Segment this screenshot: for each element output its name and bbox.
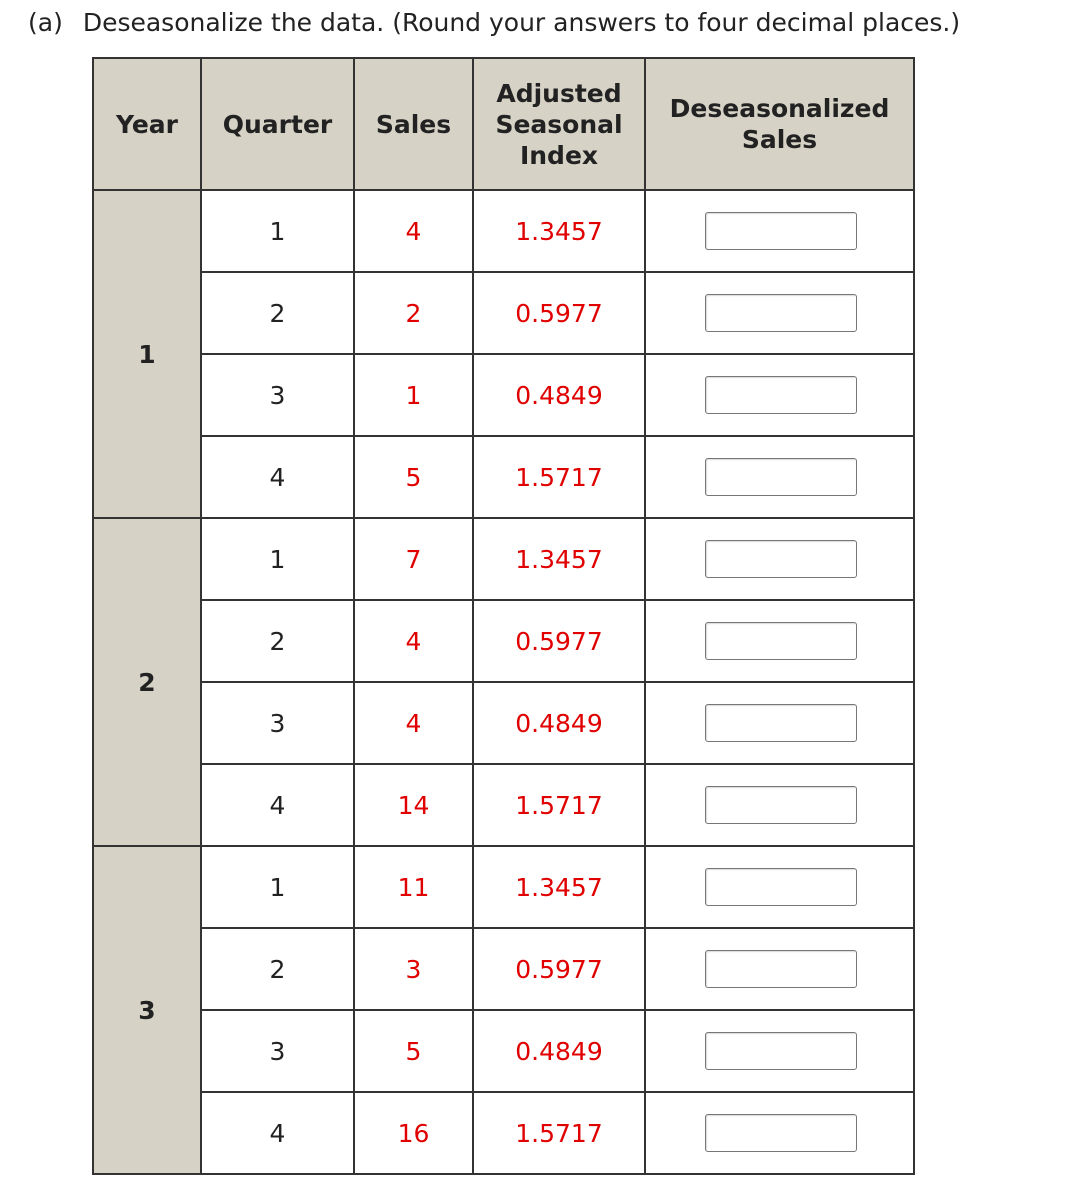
sales-cell: 11 [354, 846, 473, 928]
question-text: Deseasonalize the data. (Round your answers to four decimal places.) [82, 8, 961, 37]
deseasonalized-cell [645, 928, 914, 1010]
table-row [93, 272, 914, 354]
header-sales: Sales [354, 58, 473, 190]
seasonal-index-cell: 0.4849 [473, 354, 645, 436]
deseasonalize-table [92, 57, 915, 1175]
year-cell: 1 [93, 190, 201, 518]
deseasonalized-cell [645, 272, 914, 354]
seasonal-index-cell: 0.5977 [473, 600, 645, 682]
table-row [93, 764, 914, 846]
seasonal-index-cell: 1.3457 [473, 846, 645, 928]
quarter-cell: 2 [201, 272, 354, 354]
table-row [93, 436, 914, 518]
question-part-label: (a) [28, 8, 63, 37]
deseasonalized-cell [645, 354, 914, 436]
seasonal-index-cell: 0.4849 [473, 682, 645, 764]
quarter-cell: 1 [201, 190, 354, 272]
deseasonalized-sales-input[interactable] [705, 622, 857, 660]
year-cell: 3 [93, 846, 201, 1174]
table-row [93, 846, 914, 928]
year-cell: 2 [93, 518, 201, 846]
deseasonalized-cell [645, 1092, 914, 1174]
quarter-cell: 3 [201, 682, 354, 764]
header-quarter: Quarter [201, 58, 354, 190]
table-row [93, 928, 914, 1010]
deseasonalized-cell [645, 682, 914, 764]
quarter-cell: 2 [201, 600, 354, 682]
table-row [93, 190, 914, 272]
header-deseasonalized-sales [645, 58, 914, 190]
seasonal-index-cell: 1.5717 [473, 764, 645, 846]
header-index-line: Seasonal [495, 109, 623, 139]
quarter-cell: 1 [201, 846, 354, 928]
deseasonalized-cell [645, 764, 914, 846]
table-row [93, 682, 914, 764]
table-header-row [93, 58, 914, 190]
seasonal-index-cell: 1.5717 [473, 1092, 645, 1174]
quarter-cell: 4 [201, 436, 354, 518]
deseasonalized-cell [645, 846, 914, 928]
table-row [93, 1010, 914, 1092]
header-deseasonalized-line: Deseasonalized [669, 94, 890, 123]
header-index-line: Index [519, 140, 599, 170]
deseasonalized-sales-input[interactable] [705, 950, 857, 988]
deseasonalized-sales-input[interactable] [705, 868, 857, 906]
table-row [93, 354, 914, 436]
sales-cell: 4 [354, 600, 473, 682]
seasonal-index-cell: 1.3457 [473, 518, 645, 600]
quarter-cell: 4 [201, 1092, 354, 1174]
deseasonalized-cell [645, 600, 914, 682]
quarter-cell: 3 [201, 1010, 354, 1092]
deseasonalized-cell [645, 436, 914, 518]
deseasonalized-sales-input[interactable] [705, 786, 857, 824]
seasonal-index-cell: 0.5977 [473, 928, 645, 1010]
deseasonalized-sales-input[interactable] [705, 540, 857, 578]
seasonal-index-cell: 0.4849 [473, 1010, 645, 1092]
table-row [93, 600, 914, 682]
deseasonalized-sales-input[interactable] [705, 212, 857, 250]
deseasonalized-sales-input[interactable] [705, 1114, 857, 1152]
sales-cell: 2 [354, 272, 473, 354]
deseasonalized-sales-input[interactable] [705, 1032, 857, 1070]
deseasonalized-sales-input[interactable] [705, 294, 857, 332]
deseasonalized-cell [645, 190, 914, 272]
question-instruction [28, 8, 960, 37]
sales-cell: 16 [354, 1092, 473, 1174]
seasonal-index-cell: 1.3457 [473, 190, 645, 272]
table-row [93, 1092, 914, 1174]
quarter-cell: 3 [201, 354, 354, 436]
deseasonalized-cell [645, 1010, 914, 1092]
deseasonalized-sales-input[interactable] [705, 704, 857, 742]
sales-cell: 3 [354, 928, 473, 1010]
sales-cell: 5 [354, 436, 473, 518]
sales-cell: 1 [354, 354, 473, 436]
deseasonalized-cell [645, 518, 914, 600]
header-index-line: Adjusted [496, 78, 622, 108]
seasonal-index-cell: 1.5717 [473, 436, 645, 518]
sales-cell: 4 [354, 682, 473, 764]
table-row [93, 518, 914, 600]
quarter-cell: 2 [201, 928, 354, 1010]
quarter-cell: 4 [201, 764, 354, 846]
sales-cell: 7 [354, 518, 473, 600]
header-adjusted-seasonal-index [473, 58, 645, 190]
header-deseasonalized-line: Sales [741, 125, 818, 154]
quarter-cell: 1 [201, 518, 354, 600]
sales-cell: 5 [354, 1010, 473, 1092]
deseasonalized-sales-input[interactable] [705, 458, 857, 496]
table-body [93, 190, 914, 1174]
sales-cell: 14 [354, 764, 473, 846]
deseasonalized-sales-input[interactable] [705, 376, 857, 414]
seasonal-index-cell: 0.5977 [473, 272, 645, 354]
header-year: Year [93, 58, 201, 190]
sales-cell: 4 [354, 190, 473, 272]
